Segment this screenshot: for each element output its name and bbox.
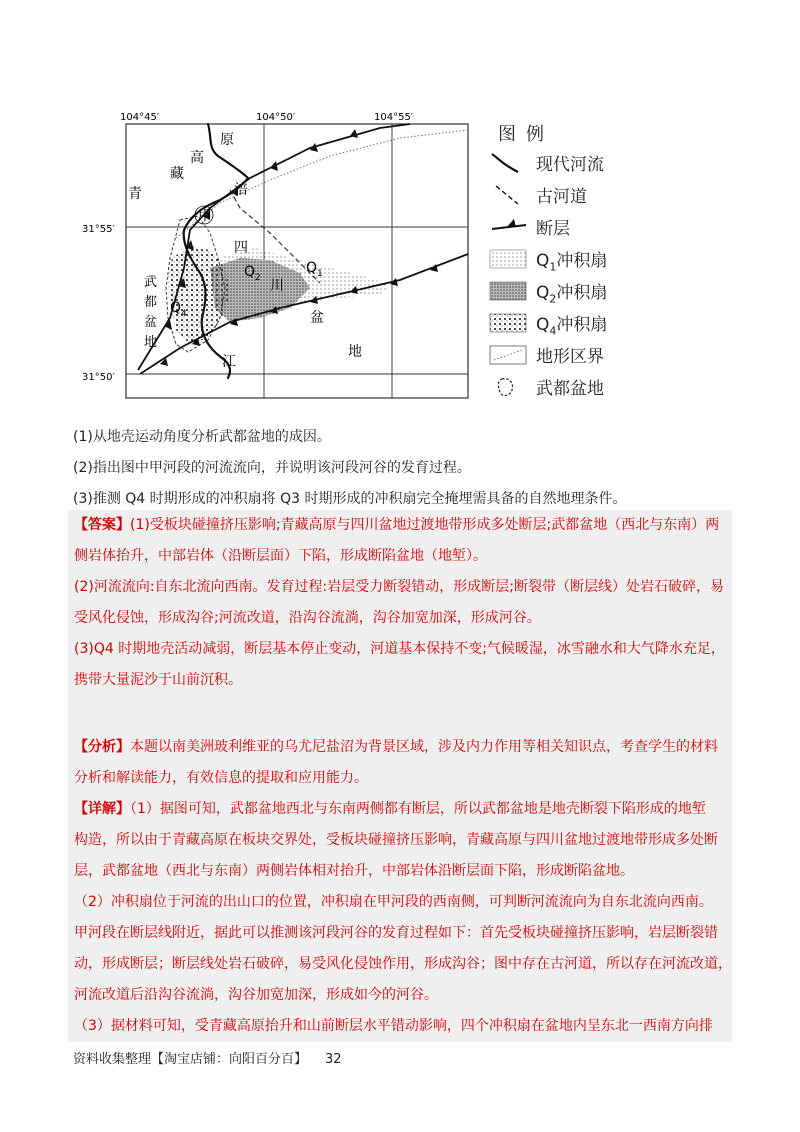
- analysis-line-1: 【分析】本题以南美洲玻利维亚的乌尤尼盐沼为背景区域，涉及内力作用等相关知识点，考查学生的材料: [74, 739, 718, 755]
- label-q1-sub: 1: [317, 269, 323, 279]
- questions: [73, 422, 733, 515]
- coord-104-55: 104°55′: [374, 112, 414, 123]
- label-q1: Q: [306, 260, 318, 276]
- fault-upper: [138, 124, 410, 370]
- answer-tag: 【答案】: [74, 517, 130, 533]
- legend-title: 图例: [498, 124, 554, 145]
- legend-item-basin: [484, 372, 684, 402]
- legend-label-q1: $Q_1$冲积扇: [536, 251, 608, 274]
- legend-item-fault: [484, 212, 684, 242]
- legend-label-q2: $Q_2$冲积扇: [536, 283, 608, 306]
- label-q2-sub: 2: [255, 273, 261, 283]
- legend-label-ancient-river: 古河道: [536, 187, 587, 207]
- detail-line-8: （3）据材料可知，受青藏高原抬升和山前断层水平错动影响，四个冲积扇在盆地内呈东北一西南方向排: [74, 1018, 713, 1034]
- footer-source: 资料收集整理【淘宝店铺：向阳百分百】: [73, 1052, 308, 1067]
- legend-item-q2: [484, 276, 684, 306]
- label-pen: 盆: [310, 310, 324, 326]
- legend-item-q1: [484, 244, 684, 274]
- detail-line-6: 动，形成断层；断层线处岩石破碎，易受风化侵蚀作用，形成沟谷；图中存在古河道，所以存在河流改道，: [74, 956, 732, 972]
- page-number: 32: [325, 1052, 342, 1067]
- answer-line-6: 携带大量泥沙于山前沉积。: [74, 672, 242, 688]
- legend-label-river: 现代河流: [536, 155, 604, 175]
- legend-item-river: [484, 148, 684, 178]
- detail-line-7: 河流改道后沿沟谷流淌，沟谷加宽加深，形成如今的河谷。: [74, 987, 438, 1003]
- legend-item-q4: [484, 308, 684, 338]
- label-jia: 甲: [198, 208, 212, 224]
- answer-line-1: 【答案】(1)受板块碰撞挤压影响;青藏高原与四川盆地过渡地带形成多处断层;武都盆地（西北与东南）两: [74, 517, 720, 533]
- ancient-river-icon: [488, 184, 528, 206]
- legend-item-ancient-river: [484, 180, 684, 210]
- legend-label-fault: 断层: [536, 219, 570, 239]
- analysis-tag: 【分析】: [74, 739, 130, 755]
- detail-tag: 【详解】: [74, 801, 130, 817]
- legend-label-q4: $Q_4$冲积扇: [536, 315, 608, 338]
- fault-icon: [488, 216, 528, 238]
- legend-label-basin: 武都盆地: [536, 379, 604, 399]
- detail-line-4: （2）冲积扇位于河流的出山口的位置，冲积扇在甲河段的西南侧，可判断河流流向为自东北流向西南。: [74, 894, 713, 910]
- question-3: (3)推测 Q4 时期形成的冲积扇将 Q3 时期形成的冲积扇完全掩埋需具备的自然地理条件。: [73, 491, 627, 507]
- answer-line-5: (3)Q4 时期地壳活动减弱，断层基本停止变动，河道基本保持不变;气候暖湿，冰雪融水和大气降水充足，: [74, 641, 725, 657]
- label-si: 四: [234, 240, 248, 256]
- legend-label-boundary: 地形区界: [536, 347, 604, 367]
- label-q4: Q: [170, 300, 182, 316]
- answer-line-4: 受风化侵蚀，形成沟谷;河流改道，沿沟谷流淌，沟谷加宽加深，形成河谷。: [74, 610, 541, 626]
- label-chuan: 川: [270, 278, 284, 294]
- question-2: (2)指出图中甲河段的河流流向，并说明该河段河谷的发育过程。: [73, 460, 471, 476]
- label-wu: 武: [144, 275, 158, 290]
- label-pen2: 盆: [144, 315, 158, 330]
- detail-line-3: 层，武都盆地（西北与东南）两侧岩体相对抬升，中部岩体沿断层面下陷，形成断陷盆地。: [74, 863, 634, 879]
- answer-line-2: 侧岩体抬升，中部岩体（沿断层面）下陷，形成断陷盆地（地堑）。: [74, 548, 487, 564]
- detail-line-1: 【详解】（1）据图可知，武都盆地西北与东南两侧都有断层，所以武都盆地是地壳断裂下陷形成的地堑: [74, 801, 706, 817]
- label-qing: 青: [128, 186, 142, 202]
- coord-104-50: 104°50′: [256, 112, 296, 123]
- label-q4-sub: 4: [181, 309, 187, 319]
- label-di2: 地: [144, 335, 158, 350]
- coord-31-50: 31°50′: [82, 372, 115, 383]
- detail-line-5: 甲河段在断层线附近，据此可以推测该河段河谷的发育过程如下：首先受板块碰撞挤压影响，岩层断裂错: [74, 925, 718, 941]
- answer-block: [68, 510, 732, 1042]
- label-du: 都: [144, 295, 158, 310]
- answer-line-3: (2)河流流向:自东北流向西南。发育过程:岩层受力断裂错动，形成断层;断裂带（断层线）处岩石破碎，易: [74, 579, 724, 595]
- page-footer: [73, 1048, 342, 1067]
- label-yuan: 原: [220, 132, 234, 148]
- question-1: (1)从地壳运动角度分析武都盆地的成因。: [73, 429, 331, 445]
- coord-104-45: 104°45′: [120, 112, 160, 123]
- detail-line-2: 构造，所以由于青藏高原在板块交界处，受板块碰撞挤压影响，青藏高原与四川盆地过渡地带形成多处断: [74, 832, 718, 848]
- coord-31-55: 31°55′: [82, 224, 115, 235]
- q4-fan-icon: [488, 312, 528, 334]
- label-gao: 高: [190, 150, 204, 166]
- river-icon: [488, 152, 528, 174]
- label-fu: 涪: [234, 182, 248, 198]
- q2-fan-icon: [488, 280, 528, 302]
- q1-fan-icon: [488, 248, 528, 270]
- label-jiang: 江: [222, 354, 236, 370]
- label-q2: Q: [244, 264, 256, 280]
- basin-icon: [488, 376, 528, 398]
- geologic-map: [80, 108, 480, 408]
- map-legend: [484, 118, 684, 408]
- legend-item-boundary: [484, 340, 684, 370]
- analysis-line-2: 分析和解读能力，有效信息的提取和应用能力。: [74, 770, 368, 786]
- boundary-icon: [488, 344, 528, 366]
- label-di: 地: [348, 344, 362, 360]
- label-zang: 藏: [170, 166, 184, 182]
